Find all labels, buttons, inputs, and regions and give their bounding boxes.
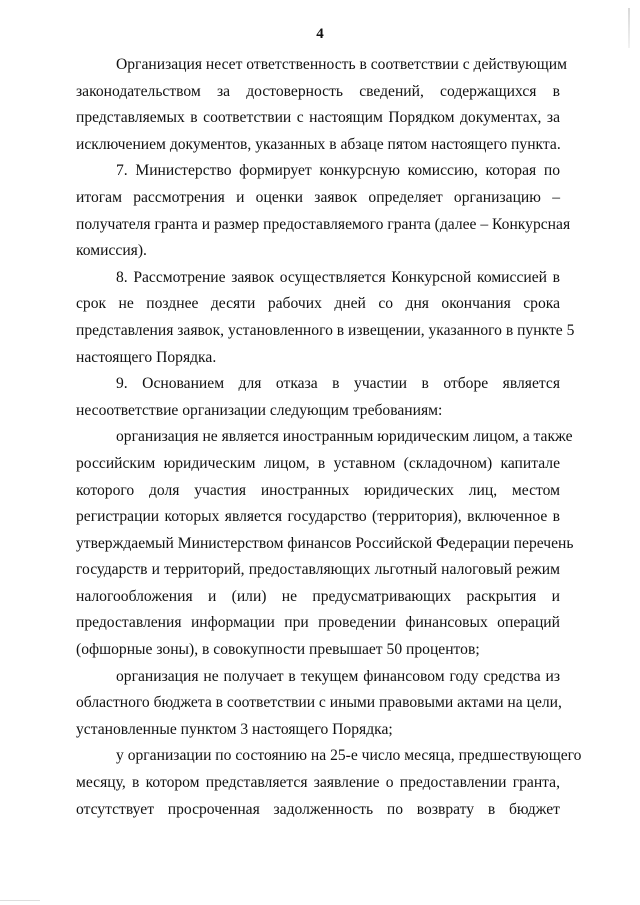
text-line: у организации по состоянию на 25-е число месяца, предшествующего (116, 747, 582, 765)
text-line: которого доля участия иностранных юридических лиц, местом (76, 481, 560, 499)
page-number: 4 (316, 26, 324, 42)
text-line: Организация несет ответственность в соответствии с действующим (116, 56, 567, 73)
text-line: отсутствует просроченная задолженность по возврату в бюджет (76, 800, 560, 818)
text-line: государств и территорий, предоставляющих льготный налоговый режим (76, 561, 560, 579)
text-line: месяцу, в котором представляется заявление о предоставлении гранта, (76, 774, 560, 792)
text-line: итогам рассмотрения и оценки заявок определяет организацию – (76, 188, 560, 206)
text-line: срок не позднее десяти рабочих дней со дня окончания срока (76, 295, 560, 313)
text-line: комиссия). (76, 242, 147, 260)
text-line: (офшорные зоны), в совокупности превышает 50 процентов; (76, 641, 480, 659)
text-line: 7. Министерство формирует конкурсную комиссию, которая по (116, 162, 560, 180)
text-line: настоящего Порядка. (76, 348, 217, 366)
text-line: установленные пунктом 3 настоящего Порядка; (76, 720, 393, 738)
text-line: представления заявок, установленного в извещении, указанного в пункте 5 (76, 321, 575, 339)
text-line: российским юридическим лицом, в уставном (складочном) капитале (76, 454, 560, 472)
text-line: предоставления информации при проведении финансовых операций (76, 614, 560, 632)
text-line: утверждаемый Министерством финансов Российской Федерации перечень (76, 534, 574, 552)
text-line: получателя гранта и размер предоставляемого гранта (далее – Конкурсная (76, 215, 571, 233)
text-line: регистрации которых является государство (территория), включенное в (76, 508, 560, 526)
text-line: представляемых в соответствии с настоящим Порядком документах, за (76, 109, 560, 127)
document-body (76, 52, 582, 823)
text-line: 8. Рассмотрение заявок осуществляется Конкурсной комиссией в (116, 268, 560, 286)
text-line: областного бюджета в соответствии с иными правовыми актами на цели, (76, 694, 562, 712)
text-line: организация не получает в текущем финансовом году средства из (116, 667, 560, 685)
scan-edge-mark-bottom (0, 900, 40, 901)
text-line: несоответствие организации следующим требованиям: (76, 401, 443, 419)
text-line: 9. Основанием для отказа в участии в отборе является (116, 375, 560, 393)
text-line: налогообложения и (или) не предусматривающих раскрытия и (76, 587, 560, 605)
text-line: законодательством за достоверность сведений, содержащихся в (76, 82, 560, 100)
text-line: организация не является иностранным юридическим лицом, а также (116, 428, 573, 446)
text-line: исключением документов, указанных в абзаце пятом настоящего пункта. (76, 135, 561, 153)
